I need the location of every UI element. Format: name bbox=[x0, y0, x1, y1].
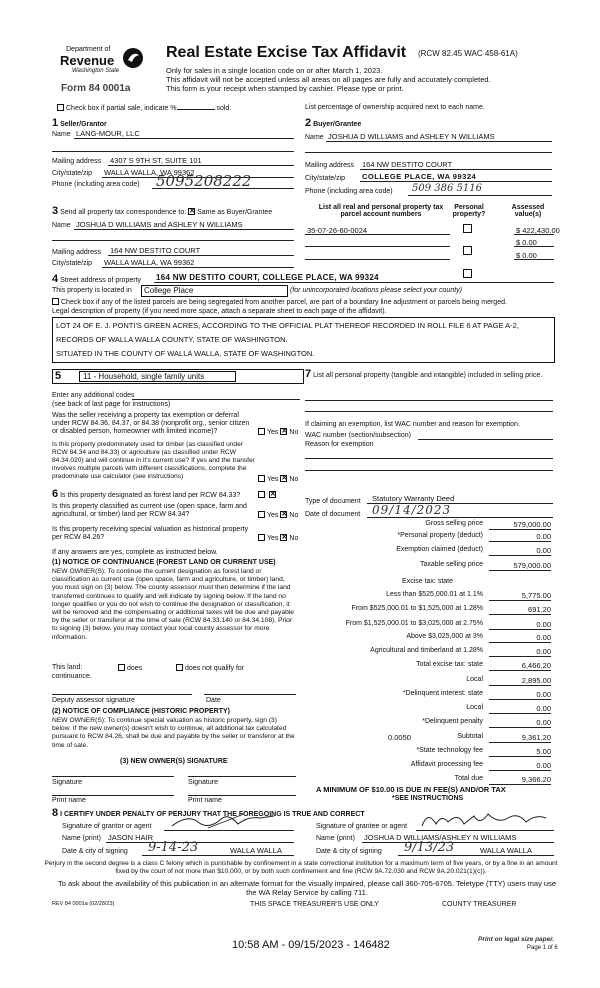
calc-amount[interactable]: 0.00 bbox=[489, 633, 551, 643]
reason-label: Reason for exemption bbox=[305, 441, 374, 448]
grantee-city-field[interactable]: WALLA WALLA bbox=[480, 846, 532, 855]
does-label: does bbox=[127, 665, 143, 672]
if-yes-note: If any answers are yes, complete as instructed below. bbox=[52, 549, 218, 556]
calc-label: From $525,000.01 to $1,525,000 at 1.28% bbox=[351, 605, 483, 612]
section-5-number: 5 bbox=[55, 370, 62, 382]
personal-property-checkbox[interactable] bbox=[463, 224, 472, 233]
calc-row bbox=[314, 761, 553, 772]
calc-label: Exemption claimed (deduct) bbox=[396, 546, 483, 553]
calc-row bbox=[314, 718, 553, 729]
seller-heading-text: Seller/Grantor bbox=[60, 121, 107, 128]
corr-name-field[interactable]: JOSHUA D WILLIAMS and ASHLEY N WILLIAMS bbox=[76, 220, 243, 229]
historic-no-checkbox[interactable] bbox=[280, 534, 287, 541]
timber-no-checkbox[interactable] bbox=[280, 475, 287, 482]
print-legal-note: Print on legal size paper. bbox=[478, 936, 555, 943]
this-land-label: This land: bbox=[52, 664, 83, 671]
partial-sale-checkbox[interactable] bbox=[57, 104, 64, 111]
corr-addr-label: Mailing address bbox=[52, 249, 102, 256]
corr-city-label: City/state/zip bbox=[52, 260, 93, 267]
buyer-phone-field[interactable]: 509 386 5116 bbox=[412, 183, 482, 194]
no-label: No bbox=[289, 535, 299, 542]
use-code-box bbox=[52, 369, 304, 384]
calc-label: Subtotal bbox=[457, 733, 483, 740]
calc-row bbox=[314, 676, 553, 687]
exemption-question: Was the seller receiving a property tax exemption or deferral under RCW 84.36, 84.37, or 84.38 (nonprofit org., senior citizen or disabled person, homeowner with limited income)? bbox=[52, 412, 250, 435]
calc-row bbox=[314, 647, 553, 658]
does-not-label: does not qualify for bbox=[185, 665, 245, 672]
personal-property-list bbox=[305, 370, 553, 380]
continuance-heading: (1) NOTICE OF CONTINUANCE (FOREST LAND OR CURRENT USE) bbox=[52, 559, 276, 566]
compliance-heading: (2) NOTICE OF COMPLIANCE (HISTORIC PROPERTY) bbox=[52, 708, 230, 715]
calc-label: Affidavit processing fee bbox=[410, 761, 483, 768]
exemption-yes-checkbox[interactable] bbox=[258, 428, 265, 435]
calc-label: Above $3,025,000 at 3% bbox=[406, 633, 483, 640]
buyer-name-field[interactable]: JOSHUA D WILLIAMS and ASHLEY N WILLIAMS bbox=[328, 132, 495, 141]
grantee-name-field[interactable]: JOSHUA D WILLIAMS/ASHLEY N WILLIAMS bbox=[364, 833, 517, 842]
grantor-sig-label: Signature of grantor or agent bbox=[62, 823, 152, 830]
treasurer-space-label: THIS SPACE TREASURER'S USE ONLY bbox=[250, 901, 379, 908]
seller-addr-label: Mailing address bbox=[52, 158, 102, 165]
personal-property-checkbox[interactable] bbox=[463, 246, 472, 255]
seller-name-field[interactable]: LANG-MOUR, LLC bbox=[76, 129, 140, 138]
personal-property-header: Personal property? bbox=[452, 204, 486, 218]
add-codes-label: Enter any additional codes bbox=[52, 392, 135, 399]
does-not-checkbox[interactable] bbox=[176, 664, 183, 671]
exemption-no-checkbox[interactable] bbox=[280, 428, 287, 435]
calc-label: From $1,525,000.01 to $3,025,000 at 2.75% bbox=[345, 620, 483, 627]
grantor-date-field[interactable]: 9-14-23 bbox=[148, 840, 199, 855]
yes-label: Yes bbox=[267, 512, 279, 519]
assessed-value[interactable]: $ 422,430.00 bbox=[516, 226, 560, 235]
ownership-note: List percentage of ownership acquired next to each name. bbox=[305, 104, 485, 111]
form-rcw: (RCW 82.45 WAC 458-61A) bbox=[418, 49, 518, 58]
located-label: This property is located in bbox=[52, 287, 132, 294]
timber-answer bbox=[258, 475, 298, 483]
same-as-buyer-checkbox[interactable] bbox=[188, 208, 195, 215]
calc-amount[interactable]: 6,466.20 bbox=[489, 661, 551, 671]
current-use-question: Is this property classified as current use (open space, farm and agricultural, or timber) land per RCW 84.34? bbox=[52, 503, 247, 518]
wac-claim-label: If claiming an exemption, list WAC number and reason for exemption. bbox=[305, 421, 520, 428]
calc-row bbox=[314, 661, 553, 672]
buyer-heading-text: Buyer/Grantee bbox=[313, 121, 362, 128]
section-8-number: 8 bbox=[52, 807, 59, 819]
segregated-label: Check box if any of the listed parcels are being segregated from another parcel, are part of a boundary line adjustment or parcels being merged. bbox=[61, 299, 507, 306]
owner-print-label: Print name bbox=[52, 797, 86, 804]
buyer-addr-label: Mailing address bbox=[305, 162, 355, 169]
does-option bbox=[118, 664, 142, 672]
grantee-date-label: Date & city of signing bbox=[316, 848, 382, 855]
seller-phone-field[interactable]: 5095208222 bbox=[156, 172, 252, 190]
forest-answer bbox=[258, 491, 278, 499]
forest-question bbox=[52, 490, 257, 500]
see-instructions: *SEE INSTRUCTIONS bbox=[392, 795, 464, 802]
seller-city-label: City/state/zip bbox=[52, 170, 93, 177]
owner-sig-label: Signature bbox=[52, 779, 82, 786]
legal-line: LOT 24 OF E. J. PONTI'S GREEN ACRES, ACCORDING TO THE OFFICIAL PLAT THEREOF RECORDED IN ROLL FILE 6 AT PAGE A-2, bbox=[56, 321, 519, 330]
located-select[interactable]: College Place bbox=[141, 285, 288, 297]
no-label: No bbox=[289, 476, 299, 483]
calc-label: *Delinquent interest: state bbox=[402, 690, 483, 697]
dor-dept-text: Department of bbox=[66, 46, 111, 53]
partial-sold-label: sold. bbox=[216, 105, 232, 112]
certify-text: I CERTIFY UNDER PENALTY OF PERJURY THAT THE FOREGOING IS TRUE AND CORRECT bbox=[60, 811, 365, 818]
buyer-city-label: City/state/zip bbox=[305, 175, 346, 182]
calc-row bbox=[314, 520, 553, 531]
county-treasurer-label: COUNTY TREASURER bbox=[442, 901, 517, 908]
deputy-date-label: Date bbox=[206, 697, 221, 704]
no-label: No bbox=[289, 429, 299, 436]
historic-question: Is this property receiving special valuation as historical property per RCW 84.26? bbox=[52, 526, 249, 541]
forest-no-checkbox[interactable] bbox=[269, 491, 276, 498]
calc-row bbox=[314, 690, 553, 701]
buyer-heading bbox=[305, 117, 361, 129]
calc-amount[interactable]: 579,000.00 bbox=[489, 561, 551, 571]
calc-label: Taxable selling price bbox=[419, 561, 483, 568]
buyer-phone-label: Phone (including area code) bbox=[305, 188, 393, 195]
owner-print-label: Print name bbox=[188, 797, 222, 804]
doc-type-label: Type of document bbox=[305, 498, 361, 505]
calc-amount[interactable]: 5.00 bbox=[489, 747, 551, 757]
street-label: Street address of property bbox=[60, 277, 142, 284]
calc-row bbox=[314, 733, 553, 744]
calc-amount[interactable]: 9,361.20 bbox=[489, 733, 551, 743]
legal-label: Legal description of property (if you need more space, attach a separate sheet to each page of the affidavit). bbox=[52, 308, 387, 315]
grantee-sig-label: Signature of grantee or agent bbox=[316, 823, 408, 830]
calc-amount[interactable]: 0.00 bbox=[489, 532, 551, 542]
calc-amount[interactable]: 0.00 bbox=[489, 761, 551, 771]
buyer-city-field[interactable]: COLLEGE PLACE, WA 99324 bbox=[362, 172, 477, 181]
calc-label: Local bbox=[466, 704, 483, 711]
seller-phone-label: Phone (including area code) bbox=[52, 181, 140, 188]
located-note: (for unincorporated locations please select your county) bbox=[290, 287, 462, 294]
form-number: Form 84 0001a bbox=[61, 83, 131, 94]
section-6-number: 6 bbox=[52, 488, 59, 500]
header-note-1: Only for sales in a single location code on or after March 1, 2023. bbox=[166, 66, 383, 75]
calc-label: Gross selling price bbox=[425, 520, 483, 527]
segregated-checkbox[interactable] bbox=[52, 298, 59, 305]
parcel-number[interactable]: 35-07-26-60-0024 bbox=[307, 226, 368, 235]
seller-heading bbox=[52, 117, 107, 129]
street-row bbox=[52, 273, 141, 285]
see-back-label: (see back of last page for instructions) bbox=[52, 401, 171, 408]
does-checkbox[interactable] bbox=[118, 664, 125, 671]
local-rate: 0.0050 bbox=[388, 733, 411, 742]
seller-city-field[interactable]: WALLA WALLA, WA 99362 bbox=[104, 168, 195, 177]
doc-date-label: Date of document bbox=[305, 511, 361, 518]
forest-yes-checkbox[interactable] bbox=[258, 491, 265, 498]
calc-label: Agricultural and timberland at 1.28% bbox=[370, 647, 483, 654]
calc-amount[interactable]: 0.00 bbox=[489, 704, 551, 714]
assessed-value-header: Assessed value(s) bbox=[511, 204, 545, 218]
form-title: Real Estate Excise Tax Affidavit bbox=[166, 44, 407, 61]
dor-state-text: Washington State bbox=[72, 68, 120, 74]
calc-amount[interactable]: 0.00 bbox=[489, 620, 551, 630]
section-1-number: 1 bbox=[52, 117, 59, 129]
alt-format-notice: To ask about the availability of this publication in an alternate format for the visually impaired, please call 360-705-6705. Teletype (TTY) users may use the WA Relay Service by calling 711. bbox=[57, 879, 557, 897]
exemption-answer bbox=[258, 428, 298, 436]
segregated-row bbox=[52, 298, 507, 306]
calc-amount[interactable]: 0.00 bbox=[489, 718, 551, 728]
doc-type-field[interactable]: Statutory Warranty Deed bbox=[372, 494, 455, 503]
forest-question-text: Is this property designated as forest land per RCW 84.33? bbox=[60, 492, 241, 499]
calc-row bbox=[314, 704, 553, 715]
grantor-name-field[interactable]: JASON HAIR bbox=[108, 833, 154, 842]
calc-row bbox=[314, 747, 553, 758]
new-owner-sig-heading: (3) NEW OWNER(S) SIGNATURE bbox=[120, 758, 228, 765]
yes-label: Yes bbox=[267, 535, 279, 542]
perjury-notice: Perjury in the second degree is a class C felony which is punishable by confinement in a state correctional institution for a maximum term of five years, or by a fine in an amount fixed by the court of not more than $10,000, or by both such confinement and fine (RCW 9A.72.030 and RCW 9A.20.021(1)(c)). bbox=[44, 860, 558, 875]
timber-question: Is this property predominately used for timber (as classified under RCW 84.34 and 84.33) or agriculture (as classified under RCW 84.34.020) and will continue in it's current use? If yes and the transfer involves multiple parcels with different classifications, complete the predominate use calculator (see instructions) bbox=[52, 441, 255, 480]
grantor-date-label: Date & city of signing bbox=[62, 848, 128, 855]
calc-label: Total excise tax: state bbox=[416, 661, 483, 668]
corr-name-label: Name bbox=[52, 222, 71, 229]
use-code-select[interactable]: 11 - Household, single family units bbox=[79, 371, 236, 382]
calc-amount[interactable]: 2,895.00 bbox=[489, 676, 551, 686]
timber-yes-checkbox[interactable] bbox=[258, 475, 265, 482]
section-7-number: 7 bbox=[305, 368, 312, 380]
section-4-number: 4 bbox=[52, 273, 59, 285]
calc-row bbox=[314, 578, 553, 589]
compliance-text: NEW OWNER(S): To continue special valuation as historic property, sign (3) below. If the new owner(s) doesn't wish to continue, all additional tax calculated pursuant to RCW 84.26, shall be due and payable by the seller or transferor at the time of sale. bbox=[52, 717, 295, 749]
personal-property-checkbox[interactable] bbox=[463, 269, 472, 278]
calc-amount[interactable]: 9,366.20 bbox=[489, 775, 551, 785]
calc-amount[interactable]: 0.00 bbox=[489, 546, 551, 556]
correspondence-heading-text: Send all property tax correspondence to: bbox=[60, 209, 187, 216]
page-number: Page 1 of 6 bbox=[527, 945, 558, 951]
historic-yes-checkbox[interactable] bbox=[258, 534, 265, 541]
grantor-name-label: Name (print) bbox=[62, 835, 101, 842]
legal-line: RECORDS OF WALLA WALLA COUNTY, STATE OF WASHINGTON. bbox=[56, 335, 288, 344]
header-note-2: This affidavit will not be accepted unless all areas on all pages are fully and accurately completed. bbox=[166, 75, 491, 84]
calc-amount[interactable]: 691.20 bbox=[489, 605, 551, 615]
calc-label: Local bbox=[466, 676, 483, 683]
calc-row bbox=[314, 561, 553, 572]
legal-line: SITUATED IN THE COUNTY OF WALLA WALLA, STATE OF WASHINGTON. bbox=[56, 349, 315, 358]
calc-label: *State technology fee bbox=[416, 747, 483, 754]
corr-city-field[interactable]: WALLA WALLA, WA 99362 bbox=[104, 258, 195, 267]
dor-revenue-text: Revenue bbox=[60, 53, 115, 68]
current-use-no-checkbox[interactable] bbox=[280, 511, 287, 518]
minimum-due: A MINIMUM OF $10.00 IS DUE IN FEE(S) AND/OR TAX bbox=[316, 785, 506, 794]
parcel-header: List all real and personal property tax parcel account numbers bbox=[318, 204, 444, 218]
wa-seal-icon bbox=[122, 47, 144, 69]
header-note-3: This form is your receipt when stamped by cashier. Please type or print. bbox=[166, 84, 404, 93]
partial-sale-row bbox=[57, 104, 231, 112]
calc-amount[interactable]: 5,775.00 bbox=[489, 591, 551, 601]
wac-number-label: WAC number (section/subsection) bbox=[305, 432, 411, 439]
grantor-signature[interactable] bbox=[168, 810, 278, 832]
partial-sale-label: Check box if partial sale, indicate % bbox=[66, 105, 177, 112]
calc-row bbox=[314, 591, 553, 602]
calc-row bbox=[314, 532, 553, 543]
current-use-answer bbox=[258, 511, 298, 519]
grantee-name-label: Name (print) bbox=[316, 835, 355, 842]
buyer-addr-field[interactable]: 164 NW DESTITO COURT bbox=[362, 160, 453, 169]
calc-amount[interactable]: 579,000.00 bbox=[489, 520, 551, 530]
calc-amount[interactable]: 0.00 bbox=[489, 647, 551, 657]
calc-row bbox=[314, 620, 553, 631]
deputy-sig-label: Deputy assessor signature bbox=[52, 697, 135, 704]
historic-answer bbox=[258, 534, 298, 542]
section-2-number: 2 bbox=[305, 117, 312, 129]
doc-date-field[interactable]: 09/14/2023 bbox=[372, 503, 452, 517]
calc-label: Excise tax: state bbox=[402, 578, 453, 585]
does-not-option bbox=[176, 664, 244, 672]
sec7-text: List all personal property (tangible and intangible) included in selling price. bbox=[313, 372, 543, 379]
buyer-name-label: Name bbox=[305, 134, 324, 141]
calc-label: *Delinquent penalty bbox=[422, 718, 483, 725]
yes-label: Yes bbox=[267, 476, 279, 483]
calc-row bbox=[314, 546, 553, 557]
calc-amount[interactable]: 0.00 bbox=[489, 690, 551, 700]
calc-label: *Personal property (deduct) bbox=[397, 532, 483, 539]
assessed-value[interactable]: $ 0.00 bbox=[516, 238, 537, 247]
street-field[interactable]: 164 NW DESTITO COURT, COLLEGE PLACE, WA 99324 bbox=[156, 273, 379, 282]
revision-label: REV 84 0001a (02/28/23) bbox=[52, 901, 115, 907]
recording-stamp: 10:58 AM - 09/15/2023 - 146482 bbox=[232, 939, 390, 951]
seller-addr-field[interactable]: 4307 S 9TH ST, SUITE 101 bbox=[110, 156, 202, 165]
correspondence-heading bbox=[52, 205, 272, 217]
grantee-date-field[interactable]: 9/13/23 bbox=[404, 840, 455, 855]
no-label: No bbox=[289, 512, 299, 519]
legal-description-box[interactable] bbox=[52, 317, 555, 363]
calc-row bbox=[314, 633, 553, 644]
seller-name-label: Name bbox=[52, 131, 71, 138]
calc-row bbox=[314, 605, 553, 616]
calc-label: Total due bbox=[454, 775, 483, 782]
continuance-label: continuance. bbox=[52, 673, 92, 680]
grantor-city-field[interactable]: WALLA WALLA bbox=[230, 846, 282, 855]
yes-label: Yes bbox=[267, 429, 279, 436]
owner-sig-label: Signature bbox=[188, 779, 218, 786]
calc-label: Less than $525,000.01 at 1.1% bbox=[386, 591, 483, 598]
grantee-signature[interactable] bbox=[418, 808, 552, 830]
corr-addr-field[interactable]: 164 NW DESTITO COURT bbox=[110, 246, 201, 255]
section-3-number: 3 bbox=[52, 205, 59, 217]
same-as-buyer-label: Same as Buyer/Grantee bbox=[197, 209, 273, 216]
assessed-value[interactable]: $ 0.00 bbox=[516, 251, 537, 260]
continuance-text: NEW OWNER(S): To continue the current designation as forest land or classification as current use (open space, farm and agriculture, or timber) land, you must sign on (3) below. The county assessor must then determine if the land transferred continues to qualify and will indicate by signing below. If the land no longer qualifies or you do not wish to continue the designation or classification, it will be removed and the compensating or additional taxes will be due and payable by the seller or transferor at the time of sale (RCW 84.33.140 or 84.34.108). Prior to signing (3) below, you may contact your local county assessor for more information. bbox=[52, 568, 295, 641]
current-use-yes-checkbox[interactable] bbox=[258, 511, 265, 518]
